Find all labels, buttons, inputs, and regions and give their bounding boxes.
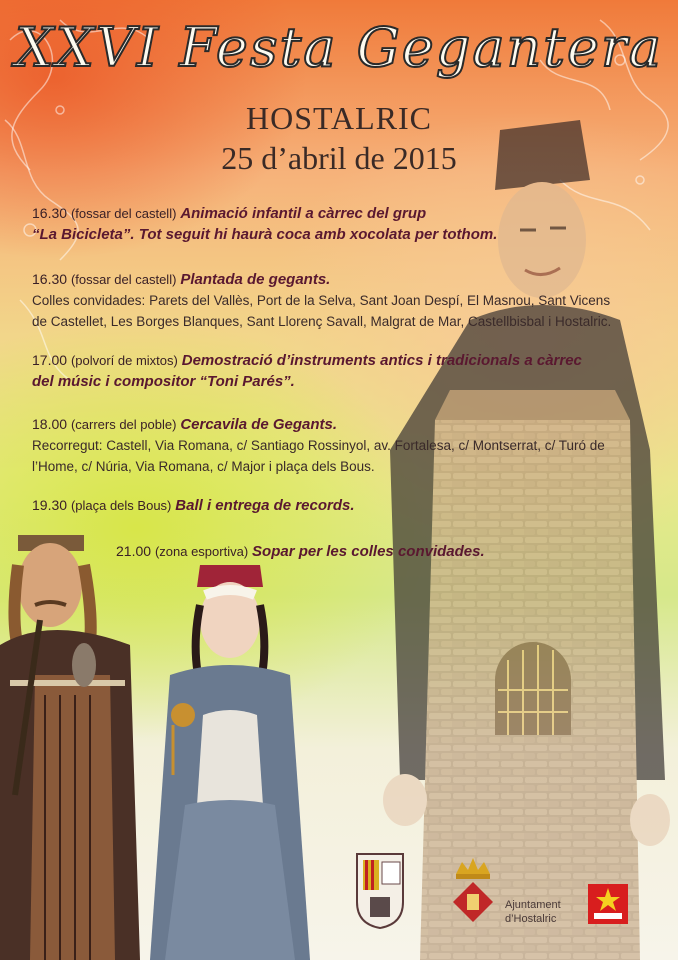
giantess-figure <box>145 565 315 960</box>
event-date: 25 d’abril de 2015 <box>221 140 457 176</box>
event-title: Animació infantil a càrrec del grup <box>180 205 427 222</box>
event-item <box>32 203 652 245</box>
event-time: 19.30 <box>32 497 68 513</box>
estrella-damm-logo-icon <box>588 884 628 924</box>
event-time: 18.00 <box>32 416 68 432</box>
event-time: 16.30 <box>32 271 68 287</box>
event-title-cont: del músic i compositor “Toni Parés”. <box>32 373 295 390</box>
event-title: Cercavila de Gegants. <box>180 416 338 433</box>
event-place: (fossar del castell) <box>70 272 177 287</box>
giant-man-with-falcon-figure <box>0 535 150 960</box>
town-name: HOSTALRIC <box>246 100 432 136</box>
event-place: (zona esportiva) <box>154 544 249 559</box>
event-item <box>116 541 678 562</box>
event-item <box>32 495 652 516</box>
ajuntament-line2: d’Hostalric <box>505 913 557 925</box>
event-time: 21.00 <box>116 543 152 559</box>
hostalric-coat-of-arms-icon <box>448 856 498 928</box>
event-title: Demostració d’instruments antics i tradicionals a càrrec <box>181 352 582 369</box>
colla-gegantera-shield-icon <box>355 852 405 930</box>
event-detail-cont: de Castellet, Les Borges Blanques, Sant Llorenç Savall, Malgrat de Mar, Castellbisbal i Hostalric. <box>32 314 612 329</box>
event-detail-cont: l’Home, c/ Núria, Via Romana, c/ Major i plaça dels Bous. <box>32 459 375 474</box>
event-item <box>32 269 652 332</box>
event-item <box>32 350 652 392</box>
ajuntament-line1: Ajuntament <box>505 899 561 911</box>
event-title-cont: “La Bicicleta”. Tot seguit hi haurà coca amb xocolata per tothom. <box>32 226 498 243</box>
event-place: (plaça dels Bous) <box>70 498 172 513</box>
event-title: Sopar per les colles convidades. <box>252 543 485 560</box>
event-detail: Colles convidades: Parets del Vallès, Port de la Selva, Sant Joan Despí, El Masnou, Sant Vicens <box>32 293 611 308</box>
ajuntament-label <box>505 898 561 926</box>
event-time: 17.00 <box>32 352 68 368</box>
event-place: (polvorí de mixtos) <box>70 353 178 368</box>
event-place: (carrers del poble) <box>70 417 177 432</box>
poster-title: XXVI Festa Gegantera <box>15 16 663 79</box>
event-title: Plantada de gegants. <box>180 271 331 288</box>
event-title: Ball i entrega de records. <box>175 497 355 514</box>
event-item <box>32 414 652 477</box>
event-detail: Recorregut: Castell, Via Romana, c/ Santiago Rossinyol, av. Fortalesa, c/ Montserrat, c/ Turó de <box>32 438 605 453</box>
event-place: (fossar del castell) <box>70 206 177 221</box>
event-time: 16.30 <box>32 205 68 221</box>
giant-monk-figure <box>380 120 678 960</box>
